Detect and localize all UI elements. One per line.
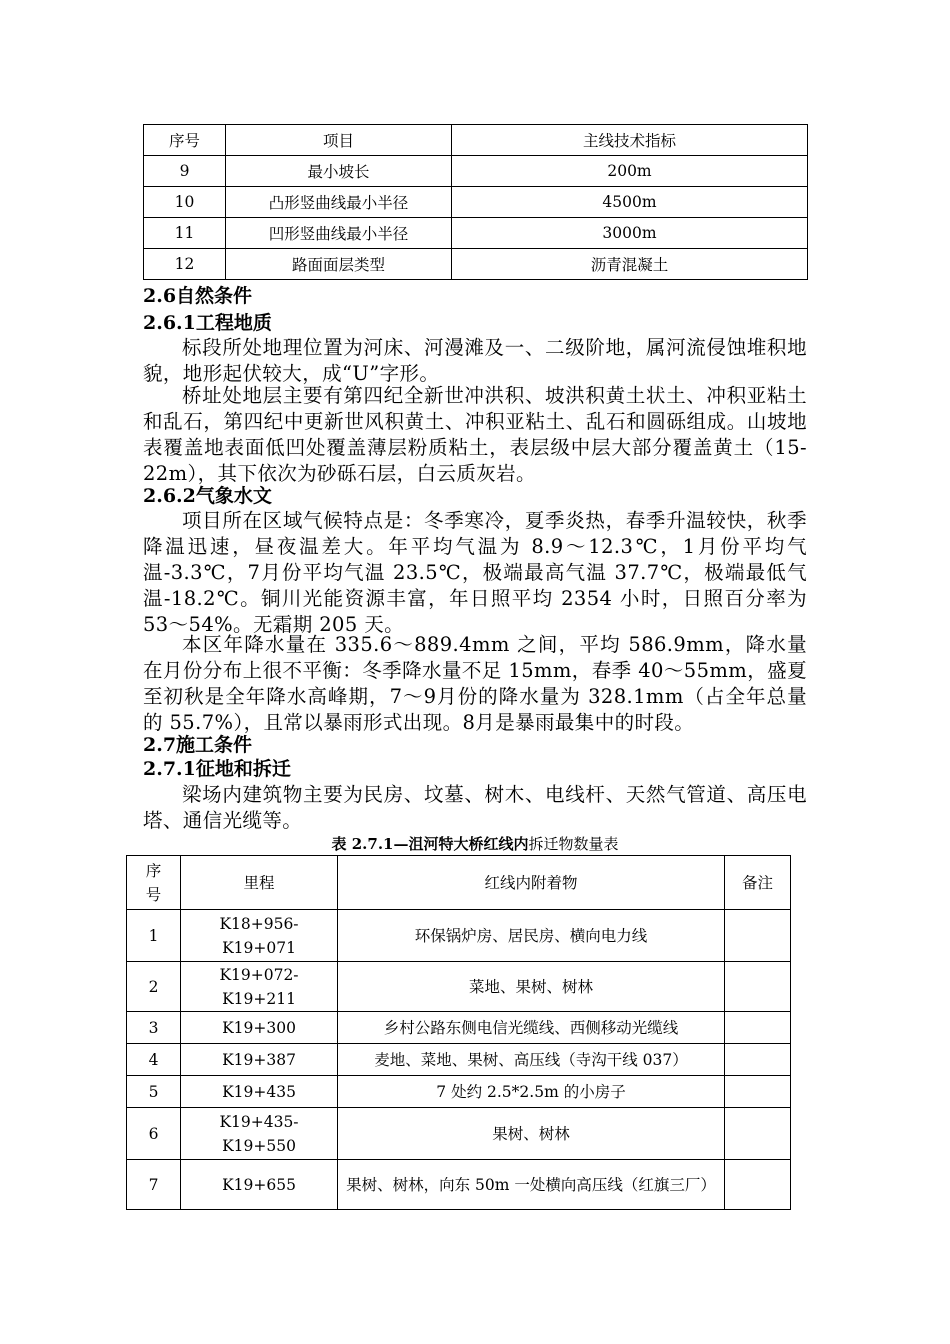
table-cell: 乡村公路东侧电信光缆线、西侧移动光缆线: [338, 1012, 725, 1044]
table-cell: 沥青混凝土: [452, 249, 808, 280]
table-caption-bold: 表 2.7.1—沮河特大桥红线内: [331, 835, 529, 853]
table-cell: 菜地、果树、树林: [338, 962, 725, 1012]
table-cell: 4: [127, 1044, 181, 1076]
table-header-row: [127, 856, 791, 910]
table-row: [127, 1160, 791, 1210]
section-heading-2-7: 2.7施工条件: [143, 734, 253, 756]
table-row: [144, 187, 808, 218]
spec-table: [143, 124, 808, 280]
table-row: [144, 218, 808, 249]
table-cell: 环保锅炉房、居民房、横向电力线: [338, 910, 725, 962]
column-header: 主线技术指标: [452, 125, 808, 156]
table-row: [127, 1108, 791, 1160]
table-cell: 200m: [452, 156, 808, 187]
table-cell: 7 处约 2.5*2.5m 的小房子: [338, 1076, 725, 1108]
paragraph-climate-1: 项目所在区域气候特点是：冬季寒冷，夏季炎热，春季升温较快，秋季降温迅速，昼夜温差大。年平均气温为 8.9～12.3℃，1月份平均气温-3.3℃，7月份平均气温 23.5℃，极端最高气温 37.7℃，极端最低气温-18.2℃。铜川光能资源丰富，年日照平均 2354 小时，日照百分率为 53～54%。无霜期 205 天。: [143, 509, 807, 636]
table-cell: K19+387: [181, 1044, 338, 1076]
table-cell: K19+300: [181, 1012, 338, 1044]
table-cell: 1: [127, 910, 181, 962]
section-heading-2-6-1: 2.6.1工程地质: [143, 312, 272, 334]
table-cell: 路面面层类型: [226, 249, 452, 280]
table-cell: [725, 1108, 791, 1160]
paragraph-climate-2: 本区年降水量在 335.6～889.4mm 之间，平均 586.9mm，降水量在月份分布上很不平衡：冬季降水量不足 15mm，春季 40～55mm，盛夏至初秋是全年降水高峰期，7～9月份的降水量为 328.1mm（占全年总量的 55.7%），且常以暴雨形式出现。8月是暴雨最集中的时段。: [143, 633, 807, 734]
table-cell: [725, 1044, 791, 1076]
table-cell: 果树、树林: [338, 1108, 725, 1160]
table-row: [127, 1012, 791, 1044]
table-cell: 10: [144, 187, 226, 218]
table-cell: K19+072-K19+211: [181, 962, 338, 1012]
column-header: 序号: [127, 856, 181, 910]
table-row: [144, 156, 808, 187]
paragraph-demolition: 梁场内建筑物主要为民房、坟墓、树木、电线杆、天然气管道、高压电塔、通信光缆等。: [143, 783, 807, 832]
column-header: 红线内附着物: [338, 856, 725, 910]
table-cell: 凹形竖曲线最小半径: [226, 218, 452, 249]
table-cell: [725, 910, 791, 962]
table-row: [127, 1044, 791, 1076]
paragraph-geology-2: 桥址处地层主要有第四纪全新世冲洪积、坡洪积黄土状土、冲积亚粘土和乱石，第四纪中更新世风积黄土、冲积亚粘土、乱石和圆砾组成。山坡地表覆盖地表面低凹处覆盖薄层粉质粘土，表层级中层大部分覆盖黄土（15-22m），其下依次为砂砾石层，白云质灰岩。: [143, 384, 807, 485]
table-caption: [0, 834, 950, 854]
table-cell: 麦地、菜地、果树、高压线（寺沟干线 037）: [338, 1044, 725, 1076]
table-cell: 凸形竖曲线最小半径: [226, 187, 452, 218]
table-cell: 9: [144, 156, 226, 187]
table-cell: 最小坡长: [226, 156, 452, 187]
table-cell: 11: [144, 218, 226, 249]
table-cell: K19+655: [181, 1160, 338, 1210]
table-cell: K19+435: [181, 1076, 338, 1108]
table-cell: [725, 1076, 791, 1108]
section-heading-2-6-2: 2.6.2气象水文: [143, 485, 272, 507]
column-header: 里程: [181, 856, 338, 910]
table-cell: [725, 1160, 791, 1210]
table-cell: 果树、树林，向东 50m 一处横向高压线（红旗三厂）: [338, 1160, 725, 1210]
table-cell: 6: [127, 1108, 181, 1160]
table-cell: [725, 962, 791, 1012]
table-cell: 3000m: [452, 218, 808, 249]
table-cell: 5: [127, 1076, 181, 1108]
table-header-row: [144, 125, 808, 156]
table-cell: 2: [127, 962, 181, 1012]
table-cell: 3: [127, 1012, 181, 1044]
demolition-table: [126, 855, 791, 1210]
table-row: [144, 249, 808, 280]
table-row: [127, 962, 791, 1012]
table-row: [127, 910, 791, 962]
section-heading-2-6: 2.6自然条件: [143, 285, 253, 307]
table-cell: K18+956-K19+071: [181, 910, 338, 962]
paragraph-geology-1: 标段所处地理位置为河床、河漫滩及一、二级阶地，属河流侵蚀堆积地貌，地形起伏较大，成“U”字形。: [143, 336, 807, 385]
table-cell: [725, 1012, 791, 1044]
table-row: [127, 1076, 791, 1108]
table-cell: 4500m: [452, 187, 808, 218]
column-header: 序号: [144, 125, 226, 156]
table-cell: K19+435-K19+550: [181, 1108, 338, 1160]
section-heading-2-7-1: 2.7.1征地和拆迁: [143, 758, 291, 780]
table-cell: 7: [127, 1160, 181, 1210]
column-header: 项目: [226, 125, 452, 156]
column-header: 备注: [725, 856, 791, 910]
table-caption-normal: 拆迁物数量表: [528, 835, 619, 853]
table-cell: 12: [144, 249, 226, 280]
